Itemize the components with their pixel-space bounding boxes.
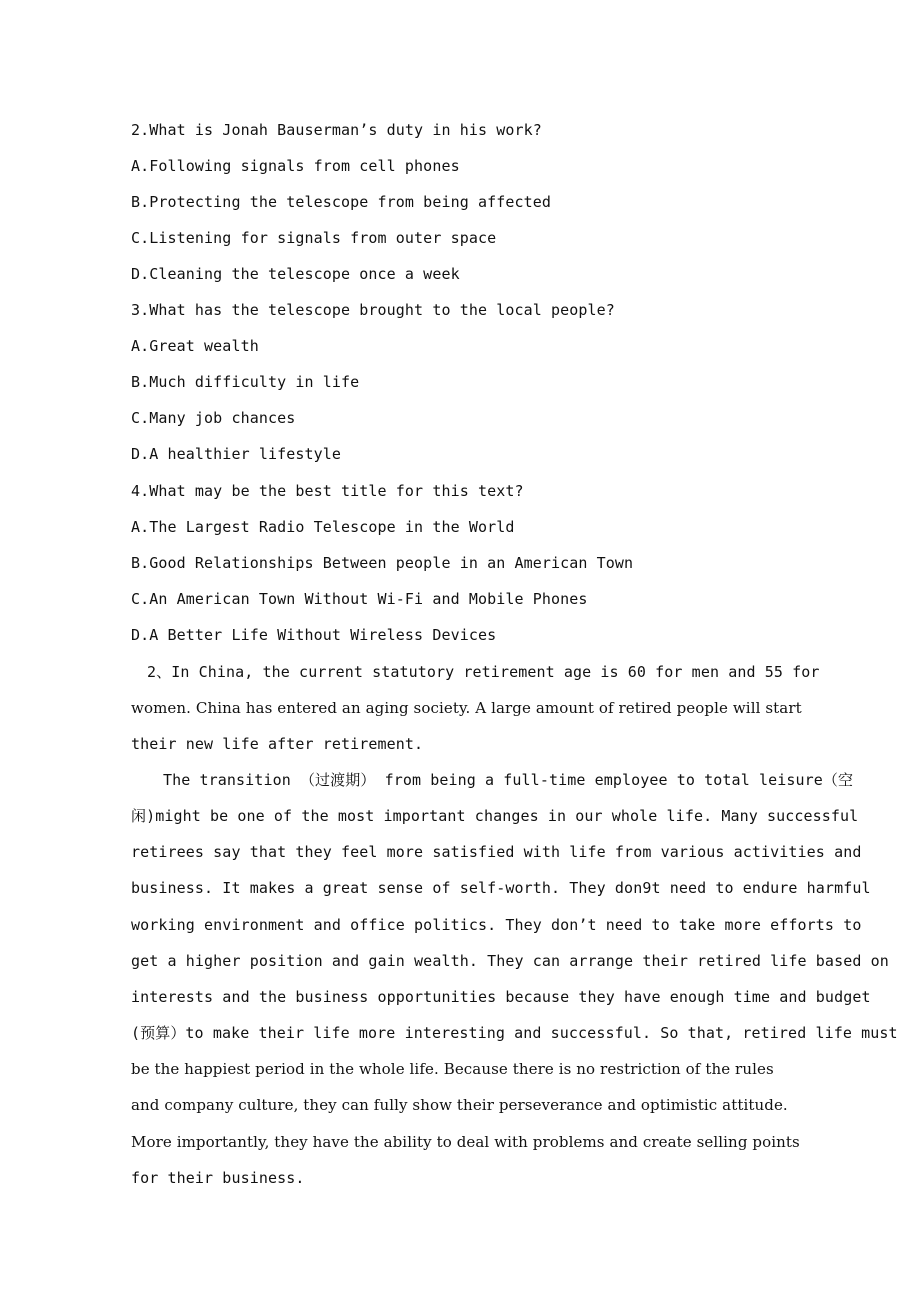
question-3-option-b: B.Much difficulty in life bbox=[131, 373, 360, 391]
passage-2-body-line: retirees say that they feel more satisfied with life from various activities and bbox=[131, 843, 862, 861]
passage-2-intro-line: 2、In China, the current statutory retirement age is 60 for men and 55 for bbox=[147, 663, 820, 681]
passage-2-body-line: get a higher position and gain wealth. They can arrange their retired life based on bbox=[131, 952, 889, 970]
passage-2-body-line: interests and the business opportunities because they have enough time and budget bbox=[131, 988, 871, 1006]
passage-2-body-line: for their business. bbox=[131, 1169, 305, 1187]
passage-2-body-line: The transition （过渡期） from being a full-time employee to total leisure（空 bbox=[163, 771, 854, 789]
question-4-option-b: B.Good Relationships Between people in an American Town bbox=[131, 554, 634, 572]
passage-2-intro-line: their new life after retirement. bbox=[131, 735, 424, 753]
question-3-option-d: D.A healthier lifestyle bbox=[131, 445, 342, 463]
question-3-stem: 3.What has the telescope brought to the local people? bbox=[131, 301, 615, 319]
passage-2-body-line: and company culture, they can fully show their perseverance and optimistic attitude. bbox=[131, 1096, 788, 1114]
question-4-option-a: A.The Largest Radio Telescope in the World bbox=[131, 518, 515, 536]
passage-2-body-line: business. It makes a great sense of self-worth. They don9t need to endure harmful bbox=[131, 879, 871, 897]
passage-2-body-line: working environment and office politics. They don’t need to take more efforts to bbox=[131, 916, 862, 934]
question-4-option-d: D.A Better Life Without Wireless Devices bbox=[131, 626, 497, 644]
question-2-option-c: C.Listening for signals from outer space bbox=[131, 229, 497, 247]
question-2-stem: 2.What is Jonah Bauserman’s duty in his work? bbox=[131, 121, 542, 139]
question-4-option-c: C.An American Town Without Wi-Fi and Mobile Phones bbox=[131, 590, 588, 608]
question-2-option-a: A.Following signals from cell phones bbox=[131, 157, 460, 175]
passage-2-intro-line: women. China has entered an aging society. A large amount of retired people will start bbox=[131, 699, 802, 717]
passage-2-body-line: More importantly, they have the ability to deal with problems and create selling points bbox=[131, 1133, 800, 1151]
question-2-option-d: D.Cleaning the telescope once a week bbox=[131, 265, 460, 283]
passage-2-body-line: 闲)might be one of the most important changes in our whole life. Many successful bbox=[131, 807, 859, 825]
question-3-option-a: A.Great wealth bbox=[131, 337, 259, 355]
passage-2-body-line: (预算）to make their life more interesting and successful. So that, retired life must bbox=[131, 1024, 898, 1042]
question-4-stem: 4.What may be the best title for this text? bbox=[131, 482, 524, 500]
passage-2-body-line: be the happiest period in the whole life. Because there is no restriction of the rules bbox=[131, 1060, 774, 1078]
question-3-option-c: C.Many job chances bbox=[131, 409, 296, 427]
question-2-option-b: B.Protecting the telescope from being affected bbox=[131, 193, 552, 211]
